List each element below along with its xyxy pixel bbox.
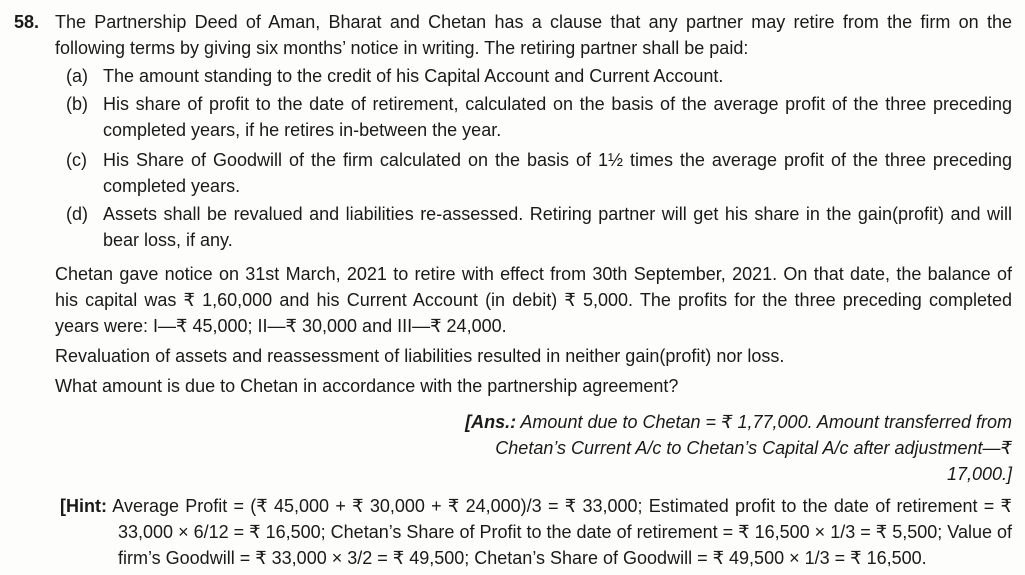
clause-a-label: (a): [66, 66, 88, 86]
question-body: [55, 9, 1012, 571]
clause-b-label: (b): [66, 94, 88, 114]
clause-a-text: The amount standing to the credit of his Capital Account and Current Account.: [103, 66, 724, 86]
paragraph-revaluation-result: Revaluation of assets and reassessment of liabilities resulted in neither gain(profit) nor loss.: [55, 346, 785, 366]
question-intro: The Partnership Deed of Aman, Bharat and Chetan has a clause that any partner may retire from the firm on the following terms by giving six months’ notice in writing. The retiring partner shall be paid:: [55, 12, 1012, 58]
clause-d-text: Assets shall be revalued and liabilities re-assessed. Retiring partner will get his share in the gain(profit) and will bear loss, if any.: [103, 204, 1012, 250]
answer-block: [427, 409, 1012, 487]
clause-c-text: His Share of Goodwill of the firm calculated on the basis of 1½ times the average profit of the three preceding completed years.: [103, 150, 1012, 196]
clause-b-text: His share of profit to the date of retirement, calculated on the basis of the average profit of the three preceding completed years, if he retires in-between the year.: [103, 94, 1012, 140]
hint-label: [Hint:: [60, 496, 107, 516]
question-row: [14, 9, 1012, 571]
hint-text: Average Profit = (₹ 45,000 + ₹ 30,000 + ₹ 24,000)/3 = ₹ 33,000; Estimated profit to the date of retirement = ₹ 33,000 × 6/12 = ₹ 16,500; Chetan’s Share of Profit to the date of retirement = ₹ 16,500 × 1/3 = ₹ 5,500; Value of firm’s Goodwill = ₹ 33,000 × 3/2 = ₹ 49,500; Chetan’s Share of Goodwill = ₹ 49,500 × 1/3 = ₹ 16,500.: [112, 496, 1012, 568]
paragraph-question-ask: What amount is due to Chetan in accordance with the partnership agreement?: [55, 376, 679, 396]
clause-c: [66, 147, 1012, 199]
clause-d-label: (d): [66, 204, 88, 224]
paragraph-retirement-facts: Chetan gave notice on 31st March, 2021 to retire with effect from 30th September, 2021. On that date, the balance of his capital was ₹ 1,60,000 and his Current Account (in debit) ₹ 5,000. The profits for the three preceding completed years were: I—₹ 45,000; II—₹ 30,000 and III—₹ 24,000.: [55, 264, 1012, 336]
question-number: 58.: [14, 12, 40, 32]
hint-block: [60, 493, 1012, 571]
clause-list: [55, 63, 1012, 253]
clause-d: [66, 201, 1012, 253]
answer-text: Amount due to Chetan = ₹ 1,77,000. Amount transferred from Chetan’s Current A/c to Chetan’s Capital A/c after adjustment—₹ 17,000.]: [495, 412, 1012, 484]
clause-a: [66, 63, 1012, 89]
clause-c-label: (c): [66, 150, 87, 170]
answer-label: [Ans.:: [465, 412, 517, 432]
clause-b: [66, 91, 1012, 143]
